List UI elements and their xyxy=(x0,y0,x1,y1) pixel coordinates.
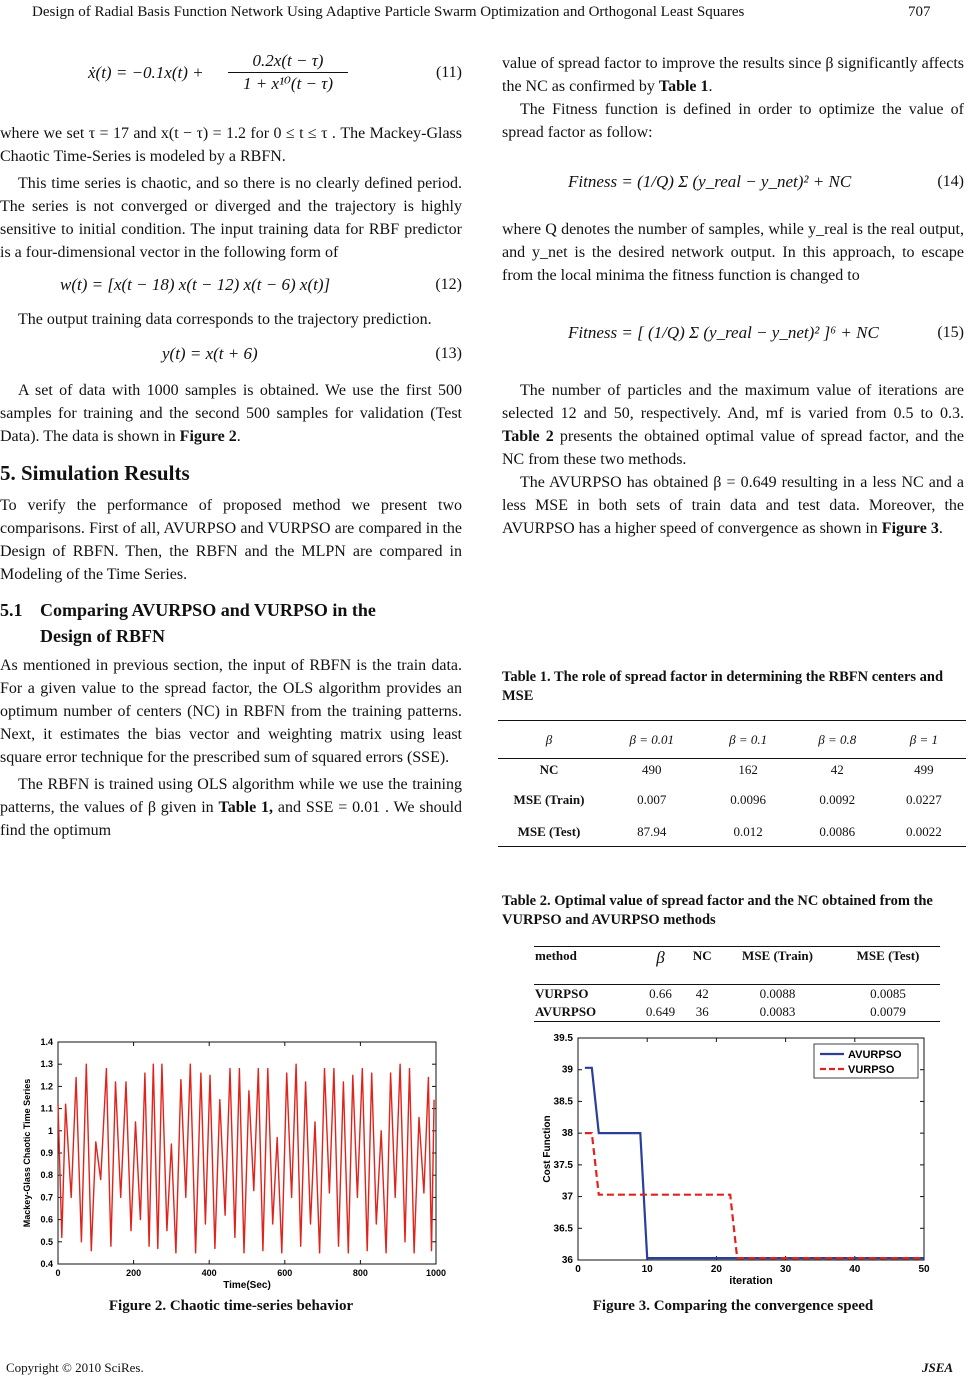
table-1-header: β = 1 xyxy=(909,731,939,747)
equation-11 xyxy=(0,40,462,106)
table-row xyxy=(534,1003,940,1022)
table-2-header: MSE (Test) xyxy=(856,948,920,963)
x-tick-label: 30 xyxy=(780,1264,792,1275)
section-5-1-title-line1: Comparing AVURPSO and VURPSO in the xyxy=(40,600,376,620)
paragraph-avurpso xyxy=(502,471,964,540)
eq14-number: (14) xyxy=(937,173,964,190)
table-row xyxy=(498,781,966,819)
eq12-number: (12) xyxy=(435,276,462,293)
y-tick-label: 1.2 xyxy=(40,1081,53,1092)
table-cell: VURPSO xyxy=(535,986,589,1001)
x-tick-label: 0 xyxy=(575,1264,581,1275)
paragraph-mentioned: As mentioned in previous section, the input of RBFN is the train data. For a given value to the spread factor, the OLS algorithm provides an optimum number of centers (NC) in RBFN from the training patterns. Next, it estimates the bias vector and weighting matrix using least square error technique for the prescribed sum of squared errors (SSE). xyxy=(0,657,462,766)
paragraph-verify: To verify the performance of proposed method we present two comparisons. First of all, AVURPSO and VURPSO are compared in the Design of RBFN. Then, the RBFN and the MLPN are compared in Modeling of the Time Series. xyxy=(0,497,462,583)
avurpso-text: The AVURPSO has obtained β = 0.649 resulting in a less NC and a less MSE in both sets of train data and test data. Moreover, the AVURPSO has a higher speed of convergence as shown in xyxy=(502,474,964,537)
eq11-fraction xyxy=(228,50,348,95)
table-1-ref[interactable]: Table 1, xyxy=(218,799,274,816)
table-1-header: β = 0.1 xyxy=(729,731,768,747)
y-tick-label: 38.5 xyxy=(553,1096,573,1108)
table-cell: 0.649 xyxy=(645,1004,676,1019)
table-cell: 42 xyxy=(830,761,844,777)
table-1-header: β = 0.8 xyxy=(818,731,857,747)
series-line-vurpso xyxy=(585,1133,924,1258)
table-cell: 0.012 xyxy=(733,824,763,840)
eq15-number: (15) xyxy=(937,324,964,341)
table-1-header-row xyxy=(498,721,966,759)
page-number: 707 xyxy=(908,4,931,20)
avurpso-end: . xyxy=(938,520,943,537)
paragraph-fitness: The Fitness function is defined in order to optimize the value of spread factor as follow: xyxy=(502,101,964,141)
journal-name: JSEA xyxy=(922,1360,954,1375)
y-tick-label: 39.5 xyxy=(553,1033,573,1044)
copyright: Copyright © 2010 SciRes. xyxy=(6,1360,144,1375)
table-2-header: MSE (Train) xyxy=(742,948,813,963)
figure-2-chart xyxy=(10,1032,460,1294)
paragraph-particles xyxy=(502,379,964,471)
trained-text: The RBFN is trained using OLS algorithm while we use the training patterns, the values of β given in xyxy=(0,776,462,816)
x-tick-label: 200 xyxy=(126,1268,142,1278)
y-tick-label: 0.9 xyxy=(40,1148,53,1158)
series-line-avurpso xyxy=(585,1068,924,1258)
table-cell: 0.0227 xyxy=(906,791,942,807)
table-cell: 490 xyxy=(642,761,662,777)
table-2-header-row xyxy=(534,947,940,985)
dataset-end: . xyxy=(236,428,241,445)
paragraph-whereQ: where Q denotes the number of samples, while y_real is the real output, and y_net is the desired network output. In this approach, to escape from the local minima the fitness function is changed to xyxy=(502,221,964,284)
eq13-number: (13) xyxy=(435,345,462,362)
paragraph-dataset xyxy=(0,379,462,448)
table-2-ref[interactable]: Table 2 xyxy=(502,428,554,445)
section-5-1-title-line2: Design of RBFN xyxy=(40,626,165,646)
header-title: Design of Radial Basis Function Network Using Adaptive Particle Swarm Optimization and Orthogonal Least Squares xyxy=(32,4,745,20)
trained-end: and SSE = 0.01 . We should find the optimum xyxy=(0,799,463,839)
table-cell: 499 xyxy=(914,761,934,777)
x-tick-label: 20 xyxy=(710,1264,722,1275)
figure-3-chart xyxy=(522,1032,942,1292)
table-cell: AVURPSO xyxy=(535,1004,597,1019)
legend-label: AVURPSO xyxy=(848,1049,902,1061)
table-cell: 162 xyxy=(738,761,758,777)
table-cell: 0.007 xyxy=(637,791,667,807)
legend-label: VURPSO xyxy=(848,1064,895,1076)
x-tick-label: 50 xyxy=(918,1264,930,1275)
y-tick-label: 36 xyxy=(561,1255,573,1266)
x-tick-label: 0 xyxy=(55,1268,61,1278)
table-2-header: method xyxy=(535,948,577,963)
table-2-header: β xyxy=(656,948,665,967)
paragraph-output: The output training data corresponds to the trajectory prediction. xyxy=(18,311,432,328)
table-cell: 36 xyxy=(695,1004,709,1019)
left-column xyxy=(0,40,463,842)
table-cell: MSE (Test) xyxy=(517,824,581,840)
equation-14 xyxy=(502,144,964,218)
figure-2-caption: Figure 2. Chaotic time-series behavior xyxy=(108,1298,354,1314)
y-tick-label: 39 xyxy=(561,1064,573,1076)
table-1-caption: Table 1. The role of spread factor in determining the RBFN centers and MSE xyxy=(502,669,944,704)
table-cell: MSE (Train) xyxy=(513,791,585,807)
table-1-header: β xyxy=(545,731,553,747)
table-row xyxy=(534,985,940,1004)
table-cell: 0.0085 xyxy=(870,986,906,1001)
x-tick-label: 1000 xyxy=(425,1268,447,1278)
table-1-ref-2[interactable]: Table 1 xyxy=(658,78,709,95)
eq15-body: Fitness = [ (1/Q) Σ (y_real − y_net)² ]⁶ + NC xyxy=(568,323,879,342)
figure-2-ref[interactable]: Figure 2 xyxy=(179,428,237,445)
table-cell: 0.66 xyxy=(649,986,672,1001)
value-end: . xyxy=(708,78,713,95)
y-tick-label: 37.5 xyxy=(553,1159,573,1171)
table-cell: 0.0092 xyxy=(819,791,856,807)
x-tick-label: 600 xyxy=(277,1268,293,1278)
x-axis-label: iteration xyxy=(729,1275,773,1287)
dataset-text: A set of data with 1000 samples is obtained. We use the first 500 samples for training and the second 500 samples for validation (Test Data). The data is shown in xyxy=(0,382,462,445)
eq11-denominator: 1 + x¹⁰(t − τ) xyxy=(242,74,334,93)
paragraph-trained xyxy=(0,773,462,842)
paragraph-where: where we set τ = 17 and x(t − τ) = 1.2 for 0 ≤ t ≤ τ . The Mackey-Glass Chaotic Time-Series is modeled by a RBFN. xyxy=(0,125,462,165)
particles-text: The number of particles and the maximum value of iterations are selected 12 and 50, respectively. And, mf is varied from 0.5 to 0.3. xyxy=(502,382,964,422)
equation-13 xyxy=(0,337,462,371)
particles-end: presents the obtained optimal value of spread factor, and the NC from these two methods. xyxy=(502,428,965,468)
table-cell: 87.94 xyxy=(637,824,667,840)
y-tick-label: 1.1 xyxy=(40,1103,53,1114)
table-cell: 0.0088 xyxy=(759,986,796,1001)
figure-3-ref[interactable]: Figure 3 xyxy=(881,520,939,537)
x-tick-label: 40 xyxy=(849,1264,861,1275)
eq11-lhs: ẋ(t) = −0.1x(t) + xyxy=(88,63,204,82)
paragraph-chaotic: This time series is chaotic, and so there is no clearly defined period. The series is not converged or diverged and the trajectory is highly sensitive to initial condition. The input training data for RBF predictor is a four-dimensional vector in the following form of xyxy=(0,175,462,261)
x-tick-label: 800 xyxy=(352,1268,368,1278)
y-tick-label: 38 xyxy=(561,1128,573,1140)
table-cell: 0.0079 xyxy=(870,1004,906,1019)
section-5-heading: 5. Simulation Results xyxy=(0,461,190,485)
eq12-body: w(t) = [x(t − 18) x(t − 12) x(t − 6) x(t)] xyxy=(60,275,331,294)
x-tick-label: 400 xyxy=(201,1268,217,1278)
eq11-number: (11) xyxy=(435,64,462,81)
table-row xyxy=(498,759,966,781)
y-tick-label: 0.4 xyxy=(40,1259,53,1269)
y-tick-label: 0.8 xyxy=(40,1170,53,1181)
time-series-line xyxy=(58,1064,434,1253)
equation-15 xyxy=(502,287,964,379)
running-header xyxy=(0,0,968,24)
y-tick-label: 0.7 xyxy=(40,1192,53,1203)
eq14-body: Fitness = (1/Q) Σ (y_real − y_net)² + NC xyxy=(568,172,852,191)
eq11-numerator: 0.2x(t − τ) xyxy=(228,50,348,73)
y-tick-label: 1.3 xyxy=(40,1059,53,1070)
y-tick-label: 1.4 xyxy=(40,1037,53,1047)
table-cell: 0.0083 xyxy=(759,1004,796,1019)
table-cell: 0.0086 xyxy=(819,824,856,840)
table-cell: 42 xyxy=(695,986,709,1001)
table-2 xyxy=(534,946,940,1022)
x-axis-label: Time(Sec) xyxy=(223,1280,271,1291)
table-1 xyxy=(498,720,966,847)
y-axis-label: Mackey-Glass Chaotic Time Series xyxy=(22,1078,32,1228)
table-cell: NC xyxy=(539,761,559,777)
table-2-caption: Table 2. Optimal value of spread factor and the NC obtained from the VURPSO and AVURPSO methods xyxy=(502,893,933,928)
section-5-1-number: 5.1 xyxy=(0,600,23,620)
eq13-body: y(t) = x(t + 6) xyxy=(162,344,258,363)
right-column xyxy=(502,52,964,540)
table-cell: 0.0022 xyxy=(906,824,942,840)
table-1-header: β = 0.01 xyxy=(629,731,675,747)
y-tick-label: 37 xyxy=(561,1191,573,1203)
x-tick-label: 10 xyxy=(641,1264,653,1275)
table-row xyxy=(498,819,966,847)
y-axis-label: Cost Function xyxy=(542,1115,553,1183)
table-2-header: NC xyxy=(692,948,712,963)
paragraph-value xyxy=(502,52,964,98)
y-tick-label: 0.5 xyxy=(40,1236,53,1247)
y-tick-label: 36.5 xyxy=(553,1223,573,1235)
section-5-1-heading xyxy=(0,598,462,648)
figure-3-caption: Figure 3. Comparing the convergence speed xyxy=(592,1298,874,1314)
equation-12 xyxy=(0,268,462,302)
y-tick-label: 1 xyxy=(47,1125,53,1136)
table-cell: 0.0096 xyxy=(730,791,767,807)
y-tick-label: 0.6 xyxy=(40,1214,53,1225)
value-text: value of spread factor to improve the results since β significantly affects the NC as confirmed by xyxy=(502,55,964,95)
